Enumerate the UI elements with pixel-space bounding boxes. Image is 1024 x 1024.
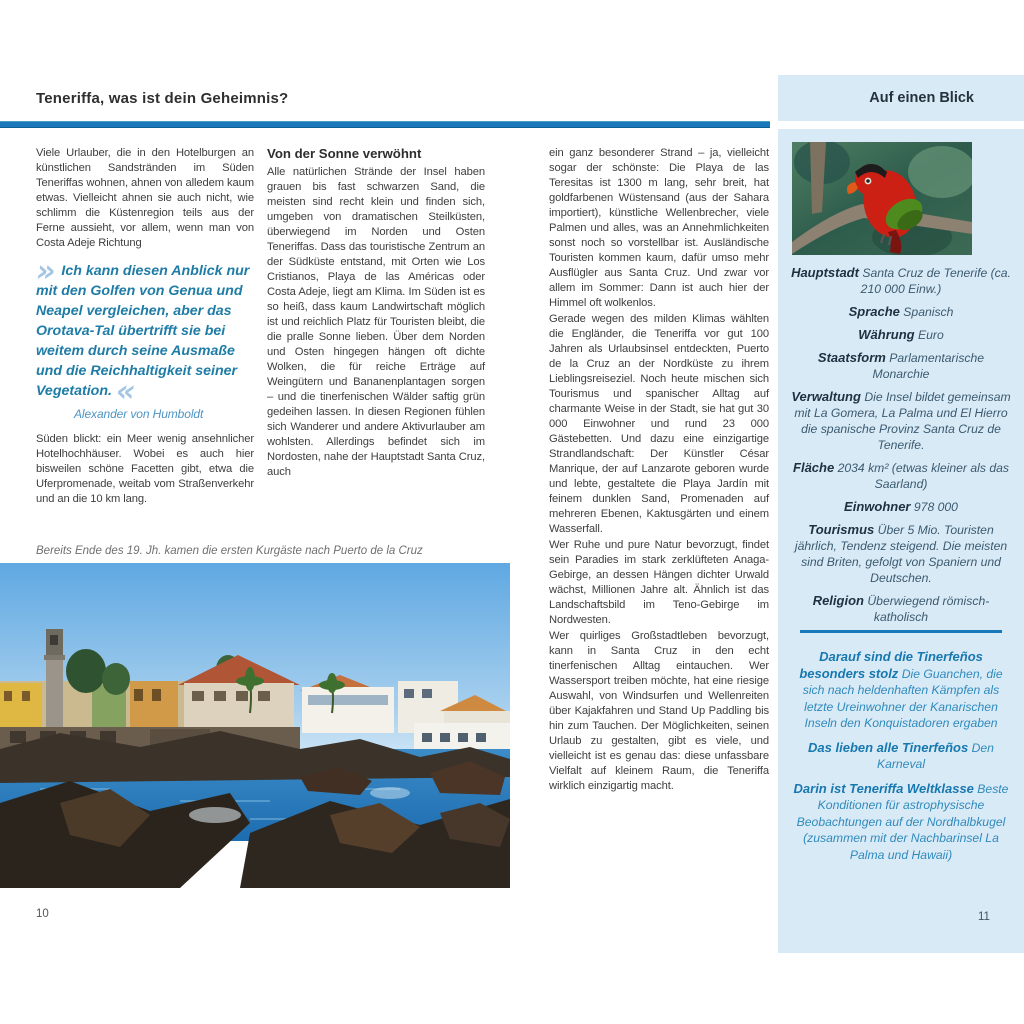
sidebar-header: Auf einen Blick (869, 90, 974, 106)
sidebar-divider (800, 630, 1002, 633)
page-number-left: 10 (36, 908, 49, 920)
paragraph: Alle natürlichen Strände der Insel haben grauen bis fast schwarzen Sand, die meisten sind recht klein und finden sich, umgeben von dramatischen Steilküsten, überwiegend im Norden und Osten Teneriffas. Dass das touristische Zentrum an der Südküste entstand, mit Orten wie Los Cristianos, Playa de las Américas oder Costa Adeje, liegt am Klima. Im Süden ist es so heiß, dass kaum Landwirtschaft möglich ist und reichlich Platz für Touristen bleibt, die die pralle Sonne lieben. Über dem Norden und Osten hingegen hängen oft dichte Wolken, die für reiche Erträge auf Weingütern und Bananenplantagen sorgen – und die tinerfenischen Wälder saftig grün gedeihen lassen. In diesen Regionen fühlen sich Wanderer und andere Aktivurlauber am wohlsten. Allerdings befindet sich im Nordosten, nahe der Hauptstadt Santa Cruz, auch (267, 166, 485, 478)
fact-einwohner: Einwohner 978 000 (844, 499, 958, 514)
paragraph: Wer Ruhe und pure Natur bevorzugt, findet sein Paradies im stark zerklüfteten Anaga-Gebirge, an dessen Hängen dichter Urwald wächst, Millionen Jahre alt. Ähnlich ist das Landschaftsbild im Teno-Gebirge im Nordwesten. (549, 539, 769, 626)
section-heading: Von der Sonne verwöhnt (267, 146, 422, 161)
paragraph: Wer quirliges Großstadtleben bevorzugt, kann in Santa Cruz in den echt tinerfenischen Alltag eintauchen. Wer Wassersport treiben möchte, hat eine riesige Auswahl, von Windsurfen und Wellenreiten über Kajakfahren und Stand Up Paddling bis hin zum Tauchen. Der Möglichkeiten, seinen Urlaub zu gestalten, gibt es viele, und vielleicht ist es genau das: diese unfassbare Vielfalt auf kleinem Raum, die Teneriffa wirklich einzigartig macht. (549, 630, 769, 792)
text-column-3 (549, 146, 769, 795)
quote-close-icon: « (115, 374, 136, 409)
chapter-title: Teneriffa, was ist dein Geheimnis? (36, 90, 289, 107)
fact-verwaltung: Verwaltung Die Insel bildet gemeinsam mit La Gomera, La Palma und El Hierro die spanische Provinz Santa Cruz de Tenerife. (791, 389, 1011, 452)
paragraph: Viele Urlauber, die in den Hotelburgen an künstlichen Sandstränden im Süden Teneriffas wohnen, ahnen von alledem kaum etwas. Vielleicht ahnen sie auch nicht, wie schlimm die Küstenregion teils aus der Ferne aussieht, vor allem, wenn man von Costa Adeje Richtung (36, 147, 254, 249)
paragraph: Gerade wegen des milden Klimas wählten die Engländer, die Teneriffa vor gut 100 Jahren als Urlaubsinsel entdeckten, Puerto de la Cruz an der Nordküste zu ihrem Lieblingsreiseziel. Noch heute mischen sich Tourismus und spanischer Alltag auf charmante Weise in der Stadt, sie hat gut 30 000 Einwohner und rund 23 000 Gästebetten. Und dazu eine einzigartige Strandlandschaft: Der Künstler César Manrique, der auf Lanzarote geboren wurde und lebte, gestaltete die Playa Jardín mit feinem dunklen Sand, Promenaden auf mehreren Ebenen, Kaktusgärten und einem Wasserfall. (549, 313, 769, 535)
header-rule (0, 121, 770, 128)
text-column-1 (36, 146, 254, 508)
quote-text: Ich kann diesen Anblick nur mit den Golfen von Genua und Neapel vergleichen, aber das Orotava-Tal übertrifft sie bei weitem durch seine Ausmaße und die Reichhaltigkeit seiner Vegetation. (36, 263, 250, 399)
paragraph: ein ganz besonderer Strand – ja, vielleicht sogar der schönste: Die Playa de las Teresitas ist 1300 m lang, sehr breit, hat goldfarbenen Wüstensand (aus der Sahara importiert), künstliche Wellenbrecher, viele Palmen und alles, was an Annehmlichkeiten sonst noch so vorstellbar ist. Ausländische Touristen kommen kaum, dafür umso mehr Ausflügler aus Santa Cruz. Und zwar vor allem im Sommer: Dann ist auch hier der Himmel oft wolkenlos. (549, 147, 769, 309)
paragraph: Süden blickt: ein Meer wenig ansehnlicher Hotelhochhäuser. Wobei es auch hier bisweilen schöne Facetten gibt, etwa die Uferpromenade, weitab vom Straßenverkehr und an die 10 km lang. (36, 433, 254, 505)
highlight-stolz: Darauf sind die Tinerfeños besonders stolz Die Guanchen, die sich nach heldenhaften Kämpfen als letzte Ureinwohner der Kanarischen Inseln den Konquistadoren ergaben (799, 649, 1003, 730)
sidebar-panel (778, 129, 1024, 953)
parrot-photo (792, 142, 972, 255)
quote-attribution: Alexander von Humboldt (74, 407, 204, 421)
highlight-weltklasse: Darin ist Teneriffa Weltklasse Beste Konditionen für astrophysische Beobachtungen auf der Nordhalbkugel (zusammen mit der Nachbarinsel La Palma und Hawaii) (793, 780, 1009, 862)
highlight-lieben: Das lieben alle Tinerfeños Den Karneval (808, 739, 994, 771)
page-number-right: 11 (978, 911, 990, 923)
fact-staatsform: Staatsform Parlamentarische Monarchie (817, 350, 985, 381)
text-column-2 (267, 146, 485, 481)
fact-tourismus: Tourismus Über 5 Mio. Touristen jährlich, Tendenz steigend. Die meisten sind Briten, gefolgt von Spaniern und Deutschen. (794, 522, 1008, 585)
highlights-list (788, 649, 1014, 871)
facts-list (788, 265, 1014, 632)
fact-flaeche: Fläche 2034 km² (etwas kleiner als das Saarland) (793, 460, 1009, 491)
quote-open-icon: » (36, 254, 56, 289)
photo-caption: Bereits Ende des 19. Jh. kamen die ersten Kurgäste nach Puerto de la Cruz (36, 545, 423, 557)
humboldt-quote (36, 254, 254, 409)
fact-religion: Religion Überwiegend römisch-katholisch (812, 593, 990, 624)
fact-sprache: Sprache Spanisch (848, 304, 954, 319)
coast-photo (0, 563, 510, 888)
fact-hauptstadt: Hauptstadt Santa Cruz de Tenerife (ca. 210 000 Einw.) (791, 265, 1011, 296)
sidebar-header-band (778, 75, 1024, 121)
fact-waehrung: Währung Euro (858, 327, 944, 342)
